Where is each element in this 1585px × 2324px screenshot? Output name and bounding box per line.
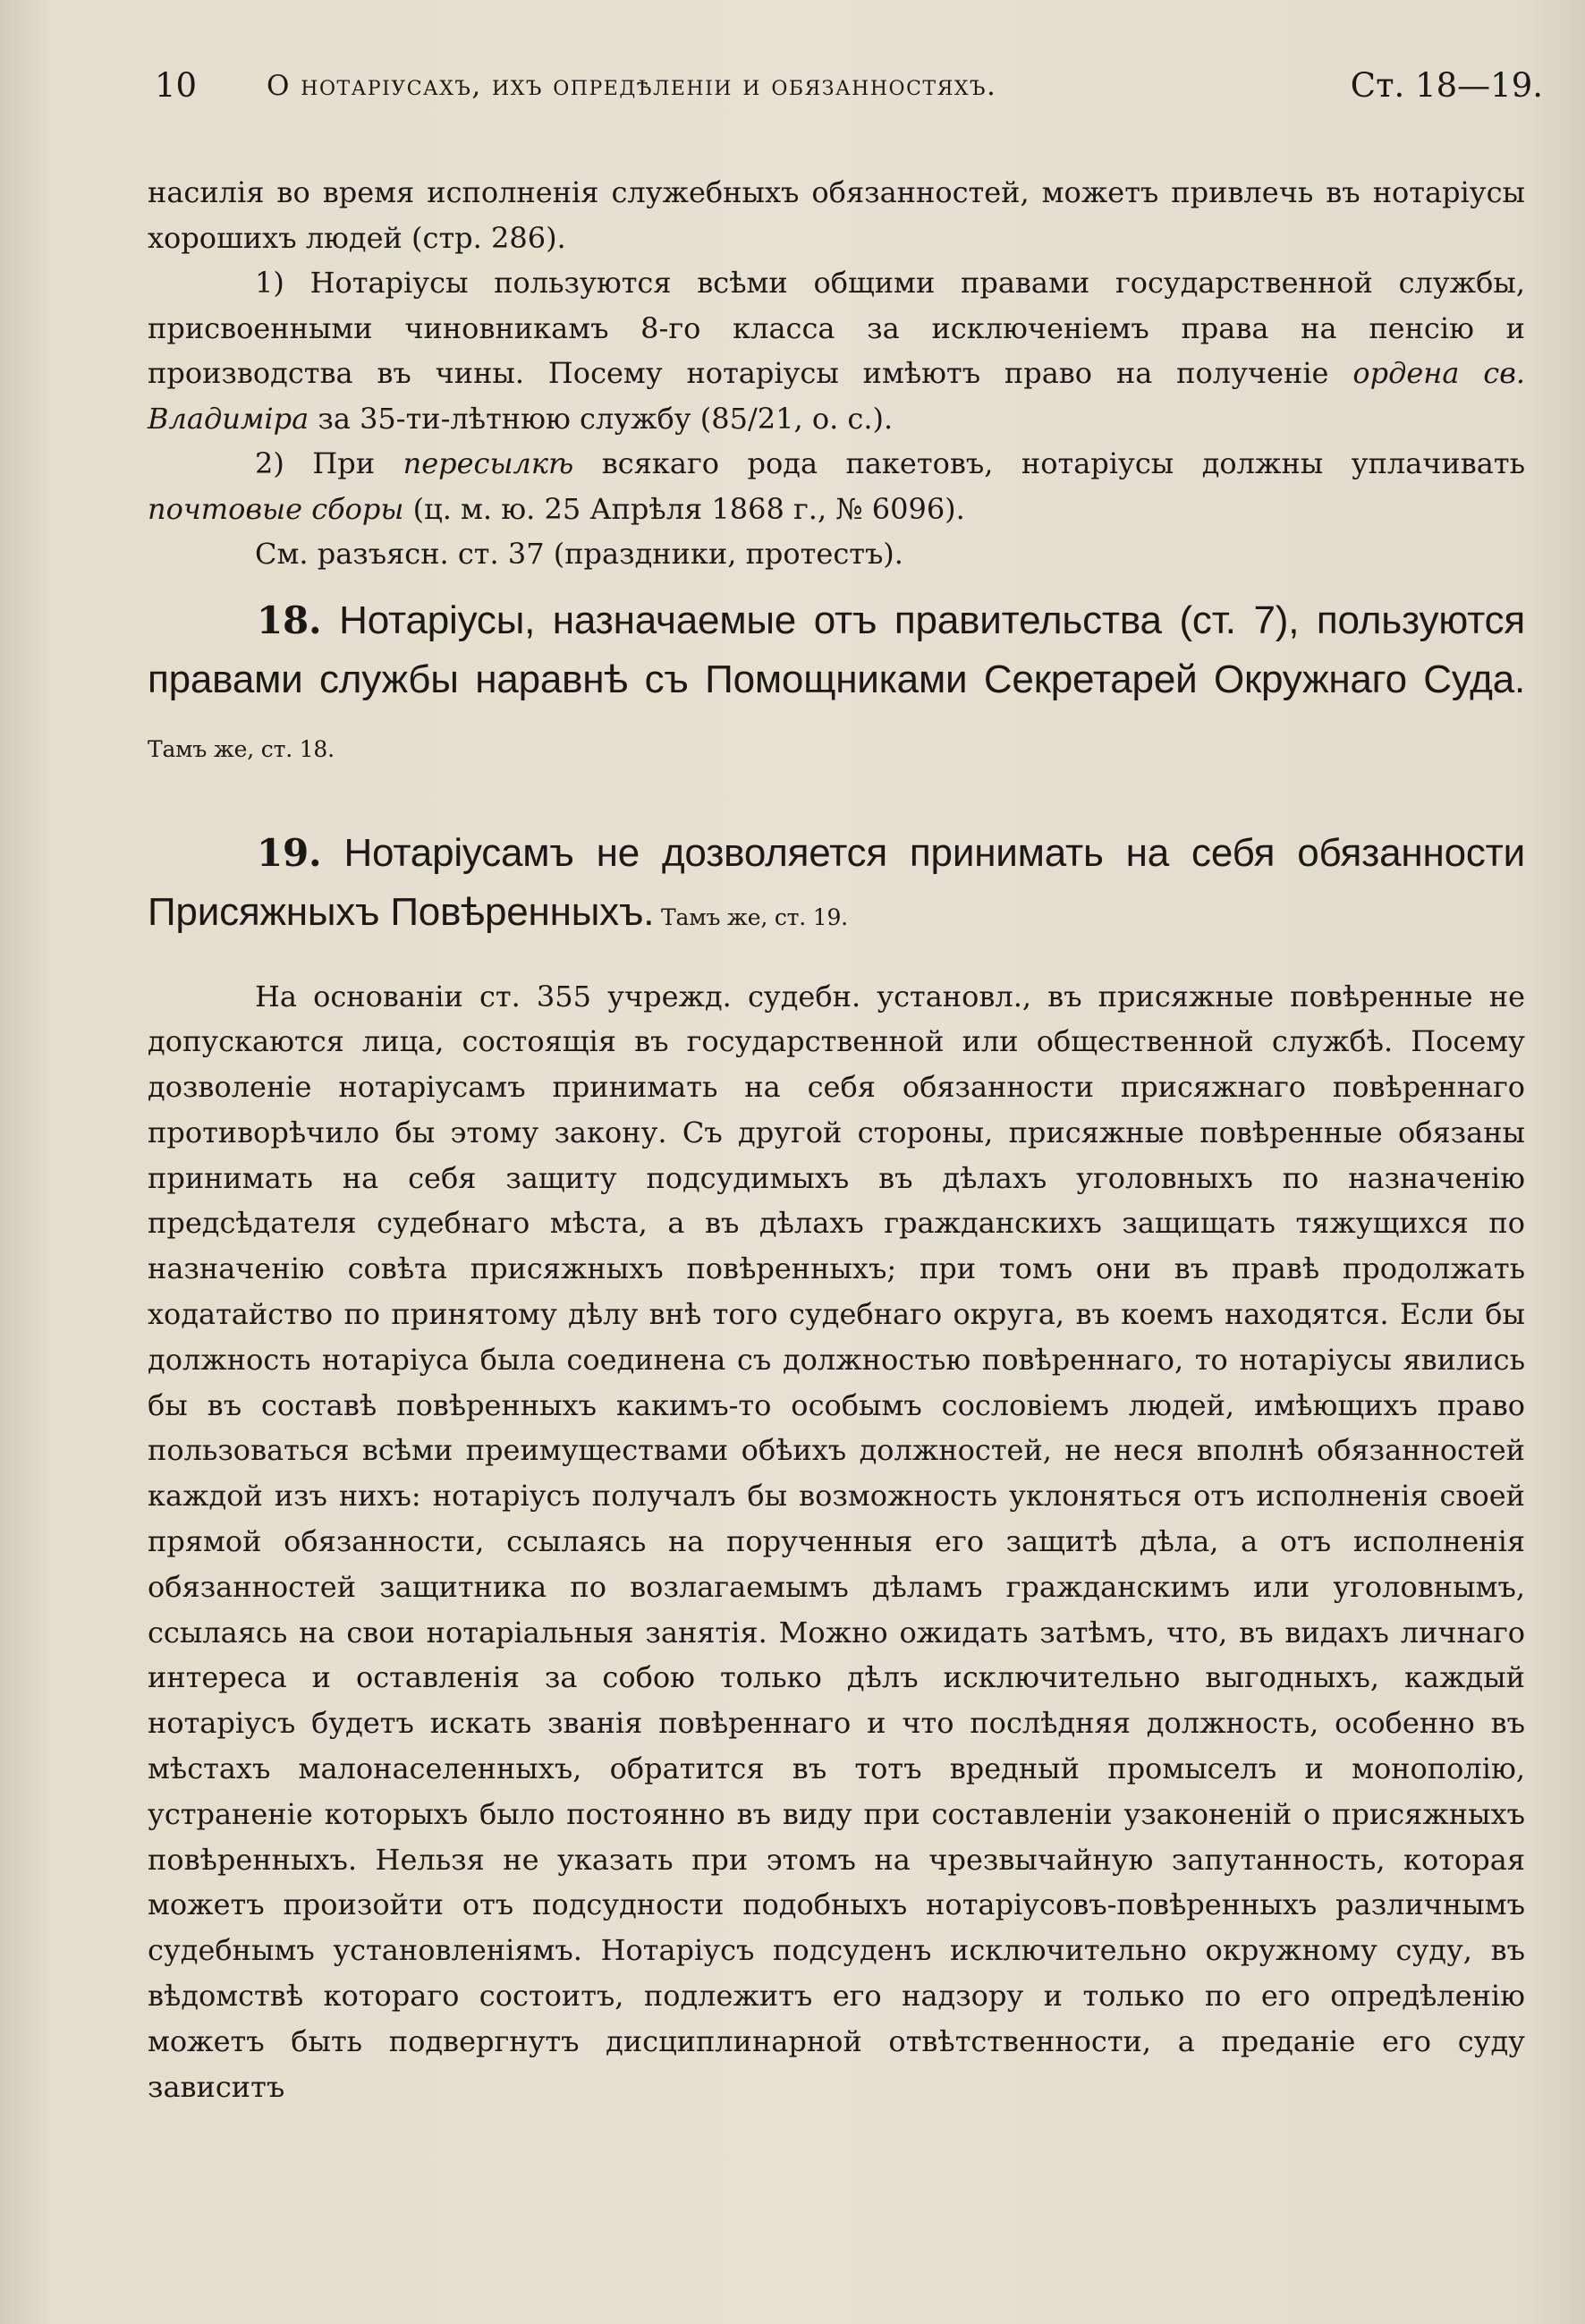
note-2-text-c: (ц. м. ю. 25 Апрѣля 1868 г., № 6096). — [403, 491, 965, 526]
article-18-number: 18. — [257, 598, 322, 642]
cross-reference: См. разъясн. ст. 37 (праздники, протестъ). — [255, 537, 903, 571]
page-body — [148, 170, 1525, 2109]
note-2-text-a: 2) При — [255, 446, 403, 480]
article-19-text: Нотаріусамъ не дозволяется принимать на себя обязанности Присяжныхъ Повѣренныхъ. — [148, 830, 1525, 934]
note-2 — [148, 441, 1525, 531]
note-1-text-a: 1) Нотаріусы пользуются всѣми общими правами государственной службы, присвоенными чиновникамъ 8-го класса за исключеніемъ права на пенсію и производства въ чины. Посему нотаріусы имѣютъ право на полученіе — [148, 266, 1525, 390]
commentary-paragraph: На основаніи ст. 355 учрежд. судебн. установл., въ присяжные повѣренные не допускаются лица, состоящія въ государственной или общественной службѣ. Посему дозволеніе нотаріусамъ принимать на себя обязанности присяжнаго повѣреннаго противорѣчило бы этому закону. Съ другой стороны, присяжные повѣренные обязаны принимать на себя защиту подсудимыхъ въ дѣлахъ уголовныхъ по назначенію предсѣдателя судебнаго мѣста, а въ дѣлахъ гражданскихъ защищать тяжущихся по назначенію совѣта присяжныхъ повѣренныхъ; при томъ они въ правѣ продолжать ходатайство по принятому дѣлу внѣ того судебнаго округа, въ коемъ находятся. Если бы должность нотаріуса была соединена съ должностью повѣреннаго, то нотаріусы явились бы въ составѣ повѣренныхъ какимъ-то особымъ сословіемъ людей, имѣющихъ право пользоваться всѣми преимуществами обѣихъ должностей, не неся вполнѣ обязанностей каждой изъ нихъ: нотаріусъ получалъ бы возможность уклоняться отъ исполненія своей прямой обязанности, ссылаясь на порученныя его защитѣ дѣла, а отъ исполненія обязанностей защитника по возлагаемымъ дѣламъ гражданскимъ или уголовнымъ, ссылаясь на свои нотаріальныя занятія. Можно ожидать затѣмъ, что, въ видахъ личнаго интереса и оставленія за собою только дѣлъ исключительно выгодныхъ, каждый нотаріусъ будетъ искать званія повѣреннаго и что послѣдняя должность, особенно въ мѣстахъ малонаселенныхъ, обратится въ тотъ вредный промыселъ и монополію, устраненіе которыхъ было постоянно въ виду при составленіи узаконеній о присяжныхъ повѣренныхъ. Нельзя не указать при этомъ на чрезвычайную запутанность, которая можетъ произойти отъ подсудности подобныхъ нотаріусовъ-повѣренныхъ различнымъ судебнымъ установленіямъ. Нотаріусъ подсуденъ исключительно окружному суду, въ вѣдомствѣ котораго состоитъ, подлежитъ его надзору и только по его опредѣленію можетъ быть подвергнутъ дисциплинарной отвѣтственности, а преданіе его суду зависитъ — [148, 979, 1525, 2104]
note-1 — [148, 260, 1525, 441]
article-19-source: Тамъ же, ст. 19. — [654, 903, 848, 930]
article-range: Ст. 18—19. — [1350, 66, 1543, 105]
page-number: 10 — [155, 66, 198, 105]
note-2-emphasis-1: пересылкѣ — [403, 446, 574, 480]
continued-paragraph: насилія во время исполненія служебныхъ обязанностей, можетъ привлечь въ нотаріусы хорошихъ людей (стр. 286). — [148, 175, 1525, 255]
running-title: О нотаріусахъ, ихъ опредѣленіи и обязанностяхъ. — [267, 70, 997, 102]
intro-notes — [148, 170, 1525, 577]
commentary — [148, 974, 1525, 2110]
article-18-text: Нотаріусы, назначаемые отъ правительства (ст. 7), пользуются правами службы наравнѣ съ Помощниками Секретарей Окружнаго Суда. — [148, 598, 1525, 701]
note-2-text-b: всякаго рода пакетовъ, нотаріусы должны уплачивать — [573, 446, 1526, 480]
note-2-emphasis-2: почтовые сборы — [148, 491, 404, 526]
running-header — [148, 59, 1543, 113]
article-18 — [148, 591, 1525, 779]
article-19 — [148, 824, 1525, 947]
note-1-text-b: за 35-ти-лѣтнюю службу (85/21, о. с.). — [309, 401, 894, 436]
article-19-number: 19. — [257, 830, 322, 875]
note-1-emphasis: ордена св. Владиміра — [148, 356, 1526, 436]
article-18-source: Тамъ же, ст. 18. — [148, 735, 335, 762]
